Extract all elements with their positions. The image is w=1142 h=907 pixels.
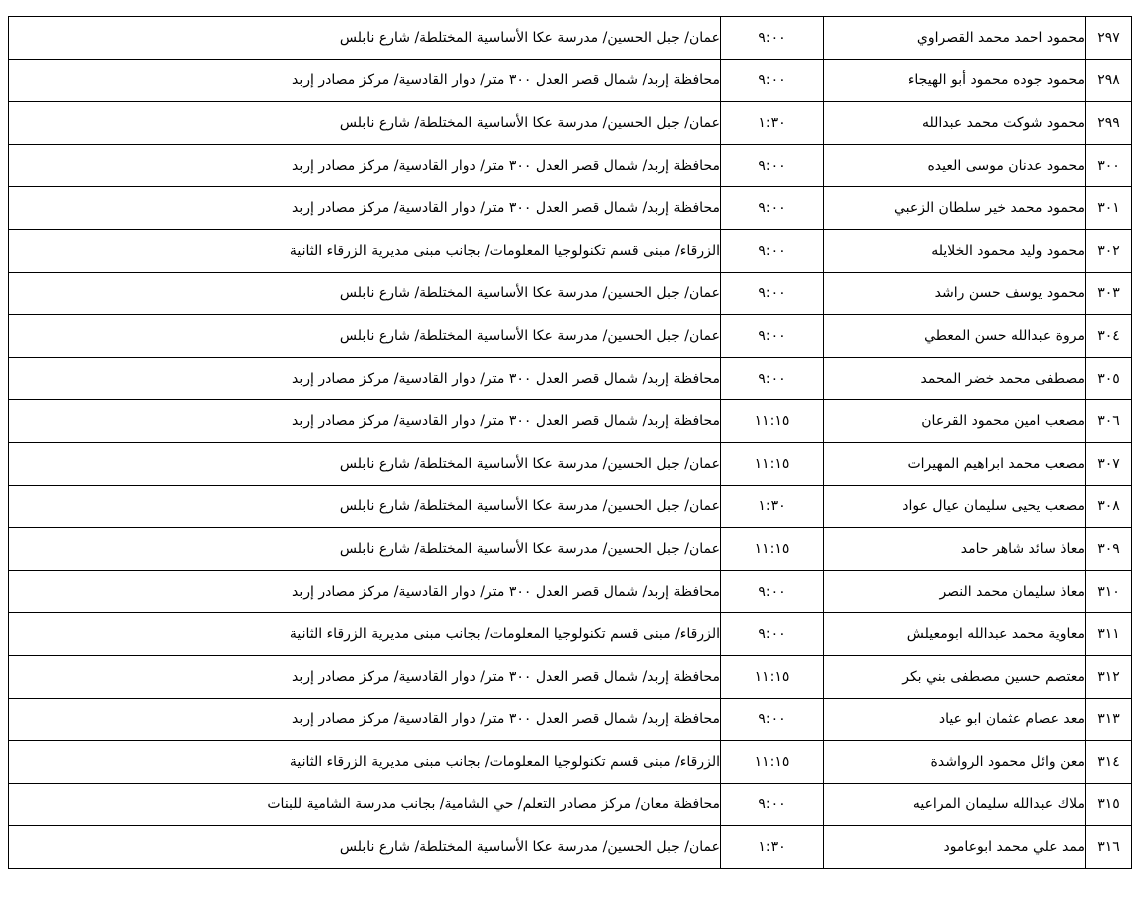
row-number: ٣١٢ (1086, 655, 1132, 698)
row-number: ٢٩٧ (1086, 17, 1132, 60)
row-number: ٣١٠ (1086, 570, 1132, 613)
location-address: عمان/ جبل الحسين/ مدرسة عكا الأساسية المختلطة/ شارع نابلس (9, 442, 721, 485)
person-name: مصطفى محمد خضر المحمد (824, 357, 1086, 400)
row-number: ٣٠٥ (1086, 357, 1132, 400)
appointment-time: ٩:٠٠ (721, 272, 824, 315)
table-row (9, 442, 1132, 485)
person-name: مصعب محمد ابراهيم المهيرات (824, 442, 1086, 485)
table-row (9, 17, 1132, 60)
table-row (9, 144, 1132, 187)
location-address: محافظة إربد/ شمال قصر العدل ٣٠٠ متر/ دوار القادسية/ مركز مصادر إربد (9, 655, 721, 698)
appointment-time: ١:٣٠ (721, 102, 824, 145)
location-address: عمان/ جبل الحسين/ مدرسة عكا الأساسية المختلطة/ شارع نابلس (9, 102, 721, 145)
row-number: ٣٠٧ (1086, 442, 1132, 485)
table-row (9, 655, 1132, 698)
appointment-time: ٩:٠٠ (721, 59, 824, 102)
location-address: عمان/ جبل الحسين/ مدرسة عكا الأساسية المختلطة/ شارع نابلس (9, 528, 721, 571)
table-row (9, 698, 1132, 741)
person-name: ممد علي محمد ابوعامود (824, 826, 1086, 869)
person-name: معاوية محمد عبدالله ابومعيلش (824, 613, 1086, 656)
location-address: الزرقاء/ مبنى قسم تكنولوجيا المعلومات/ بجانب مبنى مديرية الزرقاء الثانية (9, 229, 721, 272)
table-row (9, 229, 1132, 272)
row-number: ٣١٥ (1086, 783, 1132, 826)
location-address: محافظة إربد/ شمال قصر العدل ٣٠٠ متر/ دوار القادسية/ مركز مصادر إربد (9, 357, 721, 400)
appointment-time: ٩:٠٠ (721, 315, 824, 358)
appointment-time: ١١:١٥ (721, 655, 824, 698)
person-name: مصعب امين محمود القرعان (824, 400, 1086, 443)
row-number: ٣٠٣ (1086, 272, 1132, 315)
row-number: ٢٩٩ (1086, 102, 1132, 145)
location-address: محافظة إربد/ شمال قصر العدل ٣٠٠ متر/ دوار القادسية/ مركز مصادر إربد (9, 144, 721, 187)
person-name: معاذ سليمان محمد النصر (824, 570, 1086, 613)
row-number: ٣١٤ (1086, 741, 1132, 784)
location-address: عمان/ جبل الحسين/ مدرسة عكا الأساسية المختلطة/ شارع نابلس (9, 485, 721, 528)
row-number: ٢٩٨ (1086, 59, 1132, 102)
location-address: عمان/ جبل الحسين/ مدرسة عكا الأساسية المختلطة/ شارع نابلس (9, 272, 721, 315)
appointment-time: ١١:١٥ (721, 741, 824, 784)
table-row (9, 485, 1132, 528)
person-name: محمود وليد محمود الخلايله (824, 229, 1086, 272)
appointment-time: ٩:٠٠ (721, 144, 824, 187)
appointment-time: ١:٣٠ (721, 485, 824, 528)
appointment-time: ٩:٠٠ (721, 783, 824, 826)
row-number: ٣٠٠ (1086, 144, 1132, 187)
location-address: عمان/ جبل الحسين/ مدرسة عكا الأساسية المختلطة/ شارع نابلس (9, 826, 721, 869)
table-row (9, 613, 1132, 656)
person-name: محمود محمد خير سلطان الزعبي (824, 187, 1086, 230)
table-row (9, 826, 1132, 869)
row-number: ٣٠٩ (1086, 528, 1132, 571)
table-row (9, 357, 1132, 400)
table-row (9, 570, 1132, 613)
person-name: محمود احمد محمد القصراوي (824, 17, 1086, 60)
location-address: محافظة إربد/ شمال قصر العدل ٣٠٠ متر/ دوار القادسية/ مركز مصادر إربد (9, 698, 721, 741)
location-address: محافظة إربد/ شمال قصر العدل ٣٠٠ متر/ دوار القادسية/ مركز مصادر إربد (9, 59, 721, 102)
appointment-time: ١١:١٥ (721, 528, 824, 571)
table-row (9, 741, 1132, 784)
person-name: محمود جوده محمود أبو الهيجاء (824, 59, 1086, 102)
location-address: الزرقاء/ مبنى قسم تكنولوجيا المعلومات/ بجانب مبنى مديرية الزرقاء الثانية (9, 613, 721, 656)
location-address: محافظة إربد/ شمال قصر العدل ٣٠٠ متر/ دوار القادسية/ مركز مصادر إربد (9, 400, 721, 443)
appointment-time: ٩:٠٠ (721, 17, 824, 60)
location-address: محافظة إربد/ شمال قصر العدل ٣٠٠ متر/ دوار القادسية/ مركز مصادر إربد (9, 187, 721, 230)
appointment-time: ١:٣٠ (721, 826, 824, 869)
table-row (9, 187, 1132, 230)
table-row (9, 783, 1132, 826)
person-name: مروة عبدالله حسن المعطي (824, 315, 1086, 358)
person-name: محمود عدنان موسى العيده (824, 144, 1086, 187)
person-name: محمود يوسف حسن راشد (824, 272, 1086, 315)
location-address: محافظة معان/ مركز مصادر التعلم/ حي الشامية/ بجانب مدرسة الشامية للبنات (9, 783, 721, 826)
table-row (9, 528, 1132, 571)
person-name: محمود شوكت محمد عبدالله (824, 102, 1086, 145)
row-number: ٣١١ (1086, 613, 1132, 656)
person-name: ملاك عبدالله سليمان المراعيه (824, 783, 1086, 826)
table-row (9, 315, 1132, 358)
appointment-time: ٩:٠٠ (721, 229, 824, 272)
appointment-time: ٩:٠٠ (721, 698, 824, 741)
row-number: ٣٠٦ (1086, 400, 1132, 443)
appointment-time: ١١:١٥ (721, 400, 824, 443)
table-row (9, 272, 1132, 315)
row-number: ٣٠٨ (1086, 485, 1132, 528)
row-number: ٣٠٢ (1086, 229, 1132, 272)
appointment-time: ٩:٠٠ (721, 613, 824, 656)
roster-body (9, 17, 1132, 869)
person-name: معد عصام عثمان ابو عياد (824, 698, 1086, 741)
person-name: معن وائل محمود الرواشدة (824, 741, 1086, 784)
person-name: معتصم حسين مصطفى بني بكر (824, 655, 1086, 698)
row-number: ٣١٣ (1086, 698, 1132, 741)
location-address: الزرقاء/ مبنى قسم تكنولوجيا المعلومات/ بجانب مبنى مديرية الزرقاء الثانية (9, 741, 721, 784)
person-name: مصعب يحيى سليمان عيال عواد (824, 485, 1086, 528)
person-name: معاذ سائد شاهر حامد (824, 528, 1086, 571)
location-address: عمان/ جبل الحسين/ مدرسة عكا الأساسية المختلطة/ شارع نابلس (9, 17, 721, 60)
appointment-time: ٩:٠٠ (721, 357, 824, 400)
row-number: ٣٠١ (1086, 187, 1132, 230)
appointment-time: ٩:٠٠ (721, 187, 824, 230)
table-row (9, 59, 1132, 102)
table-row (9, 400, 1132, 443)
row-number: ٣١٦ (1086, 826, 1132, 869)
location-address: محافظة إربد/ شمال قصر العدل ٣٠٠ متر/ دوار القادسية/ مركز مصادر إربد (9, 570, 721, 613)
appointment-time: ١١:١٥ (721, 442, 824, 485)
table-row (9, 102, 1132, 145)
location-address: عمان/ جبل الحسين/ مدرسة عكا الأساسية المختلطة/ شارع نابلس (9, 315, 721, 358)
roster-table (8, 16, 1132, 869)
row-number: ٣٠٤ (1086, 315, 1132, 358)
appointment-time: ٩:٠٠ (721, 570, 824, 613)
